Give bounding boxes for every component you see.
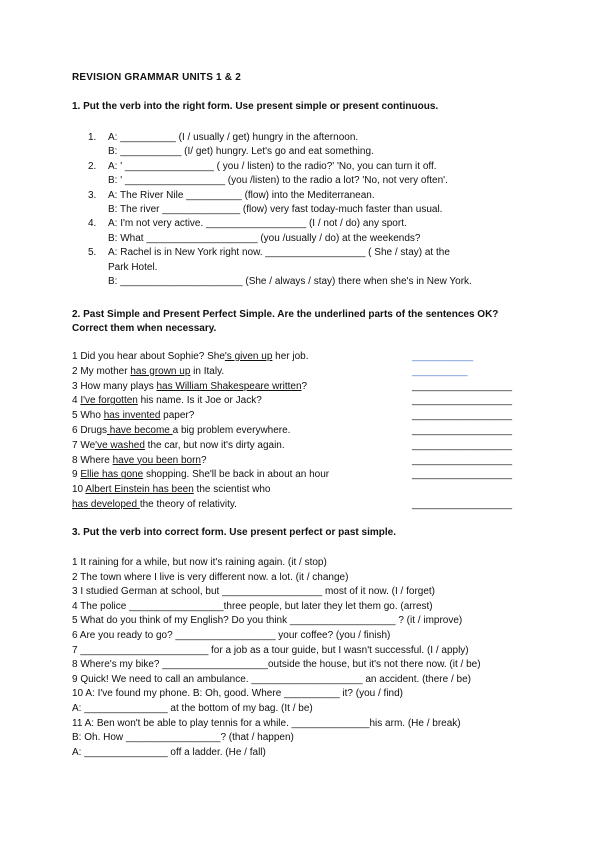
- sentence-row: [72, 483, 532, 498]
- item-line: A: I'm not very active. __________________ (I / not / do) any sport.: [108, 218, 407, 230]
- exercise-line: 5 What do you think of my English? Do you think ___________________ ? (it / improve): [72, 615, 463, 627]
- underlined-part: Ellie has gone: [80, 469, 144, 481]
- exercise-line: 1 It raining for a while, but now it's raining again. (it / stop): [72, 557, 327, 568]
- answer-blank[interactable]: __________________: [412, 380, 513, 392]
- answer-blank[interactable]: __________________: [412, 439, 513, 451]
- sentence-row: [72, 424, 532, 439]
- sentence-text: her job.: [272, 351, 309, 362]
- answer-blank[interactable]: __________: [412, 365, 468, 377]
- section1-heading: 1. Put the verb into the right form. Use present simple or present continuous.: [72, 101, 439, 112]
- sentence-text: 10: [72, 484, 86, 496]
- sentence-row: [72, 498, 532, 513]
- sentence-text: 8 Where: [72, 454, 113, 466]
- underlined-part: have become: [107, 424, 173, 436]
- item-number: 3.: [88, 189, 97, 201]
- exercise-line: 2 The town where I live is very different now. a lot. (it / change): [72, 571, 349, 583]
- list-item: [88, 246, 528, 289]
- sentence-row: [72, 454, 532, 469]
- underlined-part: has grown up: [130, 365, 191, 377]
- sentence-text: the theory of relativity.: [139, 498, 237, 510]
- answer-blank[interactable]: __________________: [412, 410, 513, 422]
- sentence-text: 4: [72, 395, 81, 407]
- list-item: [88, 131, 528, 160]
- exercise-line: 10 A: I've found my phone. B: Oh, good. Where __________ it? (you / find): [72, 688, 404, 700]
- sentence-row: [72, 380, 532, 395]
- sentence-text: 9: [72, 469, 81, 481]
- answer-blank[interactable]: __________________: [412, 454, 513, 466]
- sentence-row: [72, 468, 532, 483]
- sentence-text: the scientist who: [193, 484, 271, 496]
- item-line: A: __________ (I / usually / get) hungry in the afternoon.: [108, 132, 359, 143]
- item-number: 1.: [88, 132, 97, 143]
- exercise-line: A: _______________ off a ladder. (He / fall): [72, 746, 266, 758]
- exercise-line: A: _______________ at the bottom of my bag. (It / be): [72, 702, 313, 714]
- answer-blank[interactable]: __________________: [412, 424, 513, 436]
- exercise-line: 7 _______________________ for a job as a tour guide, but I wasn't successful. (I / apply): [72, 644, 469, 656]
- item-line: A: The River Nile __________ (flow) into the Mediterranean.: [108, 189, 375, 201]
- sentence-text: 2 My mother: [72, 365, 131, 377]
- exercise-line: 6 Are you ready to go? __________________ your coffee? (you / finish): [72, 629, 391, 641]
- answer-blank[interactable]: __________________: [412, 469, 513, 481]
- underlined-part: has invented: [103, 410, 161, 422]
- sentence-row: [72, 394, 532, 409]
- item-number: 4.: [88, 218, 97, 230]
- sentence-text: shopping. She'll be back in about an hour: [143, 469, 330, 481]
- sentence-text: ?: [200, 454, 207, 466]
- section1-list: [88, 131, 528, 289]
- section3-heading: 3. Put the verb into correct form. Use present perfect or past simple.: [72, 527, 396, 538]
- item-line: A: Rachel is in New York right now. __________________ ( She / stay) at the: [108, 247, 450, 259]
- underlined-part: Albert Einstein has been: [85, 484, 194, 496]
- sentence-row: [72, 350, 532, 365]
- sentence-text: paper?: [160, 410, 195, 422]
- sentence-row: [72, 439, 532, 454]
- sentence-text: 6 Drugs: [72, 424, 108, 436]
- underlined-part: has developed: [72, 498, 140, 510]
- underlined-part: I've forgotten: [80, 395, 138, 407]
- exercise-line: 4 The police _________________three people, but later they let them go. (arrest): [72, 600, 433, 612]
- item-line: B: ' __________________ (you /listen) to the radio a lot? 'No, not very often'.: [108, 175, 448, 187]
- item-line: B: What ____________________ (you /usually / do) at the weekends?: [108, 232, 421, 244]
- list-item: [88, 160, 528, 189]
- item-line: B: The river ______________ (flow) very fast today-much faster than usual.: [108, 204, 443, 216]
- answer-blank[interactable]: __________________: [412, 395, 513, 407]
- exercise-line: 9 Quick! We need to call an ambulance. ____________________ an accident. (there / be): [72, 673, 471, 685]
- page-title: REVISION GRAMMAR UNITS 1 & 2: [72, 72, 241, 83]
- underlined-part: have you been born: [112, 454, 201, 466]
- item-line: Park Hotel.: [108, 261, 158, 273]
- underlined-part: has William Shakespeare written: [156, 380, 302, 392]
- list-item: [88, 217, 528, 246]
- item-line: B: ______________________ (She / always / stay) there when she's in New York.: [108, 276, 472, 288]
- sentence-text: 1 Did you hear about Sophie? She: [72, 351, 225, 362]
- item-line: A: ' ________________ ( you / listen) to the radio?' 'No, you can turn it off.: [108, 160, 437, 172]
- sentence-text: 5 Who: [72, 410, 104, 422]
- item-number: 2.: [88, 160, 97, 172]
- exercise-line: 11 A: Ben won't be able to play tennis for a while. ______________his arm. (He / break): [72, 717, 461, 729]
- exercise-line: 8 Where's my bike? ___________________outside the house, but it's not there now. (it / be): [72, 659, 481, 671]
- sentence-text: ?: [301, 380, 308, 392]
- section2-heading: 2. Past Simple and Present Perfect Simple. Are the underlined parts of the sentences OK? Correct them when necessary.: [72, 309, 499, 334]
- item-number: 5.: [88, 247, 97, 259]
- sentence-text: his name. Is it Joe or Jack?: [137, 395, 262, 407]
- answer-blank[interactable]: __________________: [412, 498, 513, 510]
- underlined-part: 's given up: [224, 351, 273, 362]
- answer-blank[interactable]: ___________: [412, 351, 474, 362]
- sentence-row: [72, 365, 532, 380]
- sentence-text: 3 How many plays: [72, 380, 157, 392]
- sentence-text: in Italy.: [190, 365, 225, 377]
- section3-list: [72, 556, 532, 760]
- exercise-line: 3 I studied German at school, but __________________ most of it now. (I / forget): [72, 586, 436, 598]
- item-line: B: ___________ (I/ get) hungry. Let's go and eat something.: [108, 146, 374, 158]
- section2-list: [72, 350, 532, 513]
- sentence-row: [72, 409, 532, 424]
- underlined-part: 've washed: [95, 439, 145, 451]
- sentence-text: the car, but now it's dirty again.: [144, 439, 285, 451]
- list-item: [88, 189, 528, 218]
- sentence-text: a big problem everywhere.: [172, 424, 291, 436]
- sentence-text: 7 We: [72, 439, 96, 451]
- exercise-line: B: Oh. How _________________? (that / happen): [72, 732, 294, 744]
